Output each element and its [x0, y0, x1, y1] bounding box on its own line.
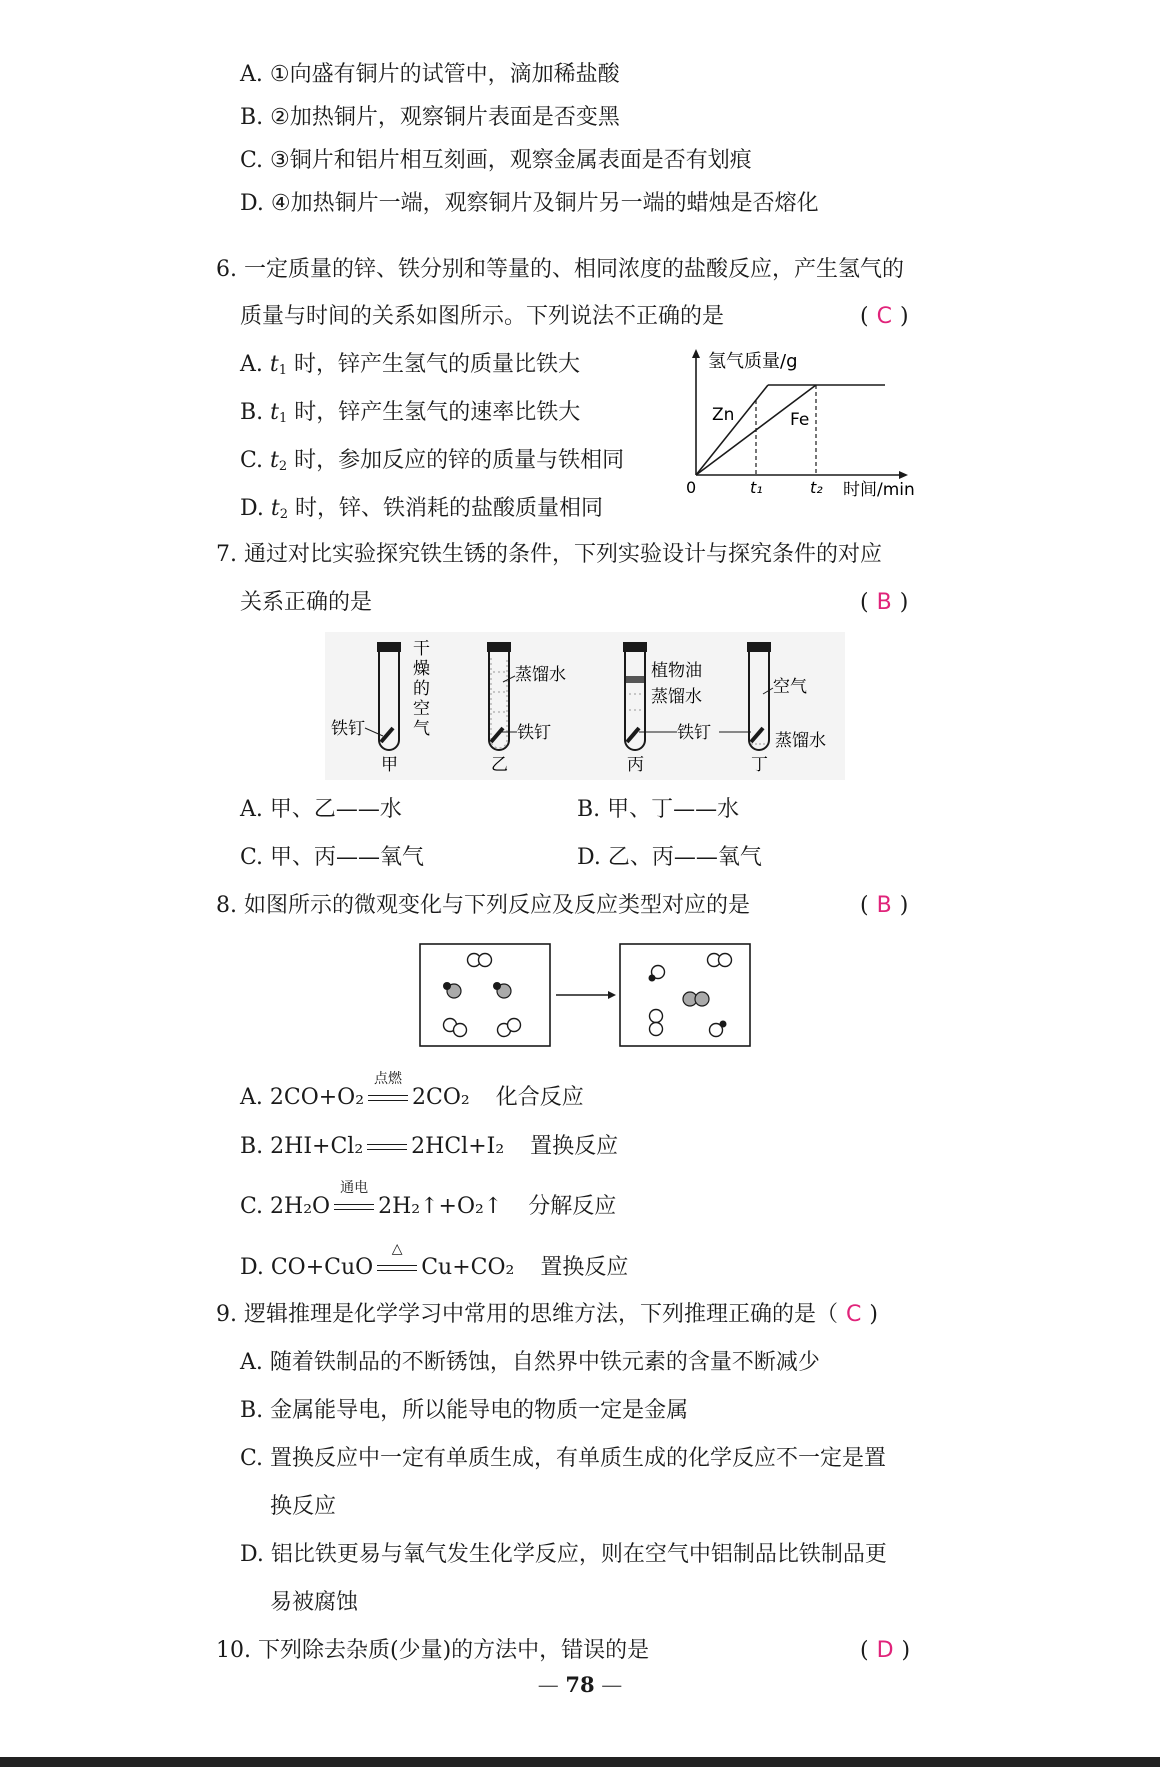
q6-answer: ( C ) — [860, 304, 909, 329]
bottom-bar — [0, 1757, 1160, 1767]
q6-option-c: C. $t_2$ 时，参加反应的锌的质量与铁相同 — [240, 448, 625, 474]
q6-option-a: A. $t_1$ 时，锌产生氢气的质量比铁大 — [240, 352, 580, 378]
q9-option-c-line2: 换反应 — [270, 1494, 337, 1519]
q7-rust-experiment-figure — [325, 632, 845, 780]
svg-text:甲: 甲 — [381, 755, 398, 775]
q6-hydrogen-graph — [680, 345, 940, 505]
zn-label: Zn — [712, 405, 735, 425]
q7-option-c: C. 甲、丙——氧气 — [240, 845, 425, 870]
page-number: — 78 — — [537, 1672, 623, 1697]
q9-option-a: A. 随着铁制品的不断锈蚀，自然界中铁元素的含量不断减少 — [240, 1350, 820, 1375]
equals-sign: 通电 — [332, 1200, 376, 1214]
svg-text:的: 的 — [413, 679, 430, 699]
q8-option-d: D. CO+CuO △ Cu+CO₂ 置换反应 — [240, 1241, 629, 1280]
equals-sign: △ — [375, 1261, 419, 1275]
q8-option-a: A. 2CO+O₂ 点燃 2CO₂ 化合反应 — [240, 1071, 584, 1110]
q10-answer: ( D ) — [860, 1638, 911, 1663]
q9-option-b: B. 金属能导电，所以能导电的物质一定是金属 — [240, 1398, 689, 1423]
q9-answer: C — [846, 1302, 862, 1327]
svg-text:空: 空 — [413, 699, 430, 719]
svg-text:丁: 丁 — [751, 755, 768, 775]
q9-option-c-line1: C. 置换反应中一定有单质生成，有单质生成的化学反应不一定是置 — [240, 1446, 887, 1471]
q5-option-b: B. ②加热铜片，观察铜片表面是否变黑 — [240, 105, 620, 130]
svg-text:铁钉: 铁钉 — [677, 723, 711, 743]
svg-text:蒸馏水: 蒸馏水 — [515, 665, 566, 685]
q7-stem-line2: 关系正确的是 — [240, 590, 373, 615]
svg-text:空气: 空气 — [773, 677, 807, 697]
q8-answer: ( B ) — [860, 893, 909, 918]
graph-y-arrow — [692, 349, 700, 358]
t2-label: t₂ — [810, 478, 823, 497]
graph-x-label: 时间/min — [843, 480, 915, 500]
q9-option-d-line1: D. 铝比铁更易与氧气发生化学反应，则在空气中铝制品比铁制品更 — [240, 1542, 887, 1567]
equals-sign: 点燃 — [366, 1091, 410, 1105]
svg-text:乙: 乙 — [491, 755, 508, 775]
q7-option-d: D. 乙、丙——氧气 — [577, 845, 762, 870]
svg-text:蒸馏水: 蒸馏水 — [651, 687, 702, 707]
q5-option-d: D. ④加热铜片一端，观察铜片及铜片另一端的蜡烛是否熔化 — [240, 191, 819, 216]
q10-stem: 10. 下列除去杂质(少量)的方法中，错误的是 — [216, 1638, 650, 1663]
q8-option-b: B. 2HI+Cl₂ 2HCl+I₂ 置换反应 — [240, 1134, 619, 1159]
q7-stem-line1: 7. 通过对比实验探究铁生锈的条件，下列实验设计与探究条件的对应 — [216, 542, 882, 567]
graph-y-label: 氢气质量/g — [708, 351, 798, 372]
q7-answer: ( B ) — [860, 590, 909, 615]
q6-stem-line1: 6. 一定质量的锌、铁分别和等量的、相同浓度的盐酸反应，产生氢气的 — [216, 257, 904, 282]
origin-label: 0 — [686, 478, 697, 497]
q6-option-d: D. $t_2$ 时，锌、铁消耗的盐酸质量相同 — [240, 496, 603, 522]
q8-stem: 8. 如图所示的微观变化与下列反应及反应类型对应的是 — [216, 893, 750, 918]
q6-stem-line2: 质量与时间的关系如图所示。下列说法不正确的是 — [240, 304, 725, 329]
graph-x-arrow — [899, 471, 908, 479]
q7-option-a: A. 甲、乙——水 — [240, 797, 402, 822]
q5-option-c: C. ③铜片和铝片相互刻画，观察金属表面是否有划痕 — [240, 148, 752, 173]
q8-option-c: C. 2H₂O 通电 2H₂↑+O₂↑ 分解反应 — [240, 1180, 617, 1219]
q8-molecule-diagram — [418, 942, 754, 1048]
svg-text:气: 气 — [413, 719, 430, 739]
svg-text:铁钉: 铁钉 — [331, 719, 365, 739]
q5-option-a: A. ①向盛有铜片的试管中，滴加稀盐酸 — [240, 62, 620, 87]
svg-text:铁钉: 铁钉 — [517, 723, 551, 743]
svg-text:干: 干 — [413, 639, 430, 659]
q6-option-b: B. $t_1$ 时，锌产生氢气的速率比铁大 — [240, 400, 581, 426]
svg-text:蒸馏水: 蒸馏水 — [775, 731, 826, 751]
svg-text:植物油: 植物油 — [651, 661, 702, 681]
fe-label: Fe — [790, 410, 810, 430]
equals-sign — [365, 1140, 409, 1154]
q9-option-d-line2: 易被腐蚀 — [270, 1590, 359, 1615]
t1-label: t₁ — [750, 478, 763, 497]
q9-stem: 9. 逻辑推理是化学学习中常用的思维方法，下列推理正确的是（ C ) — [216, 1302, 878, 1327]
svg-text:燥: 燥 — [413, 659, 430, 679]
q7-option-b: B. 甲、丁——水 — [577, 797, 740, 822]
svg-text:丙: 丙 — [627, 755, 644, 775]
